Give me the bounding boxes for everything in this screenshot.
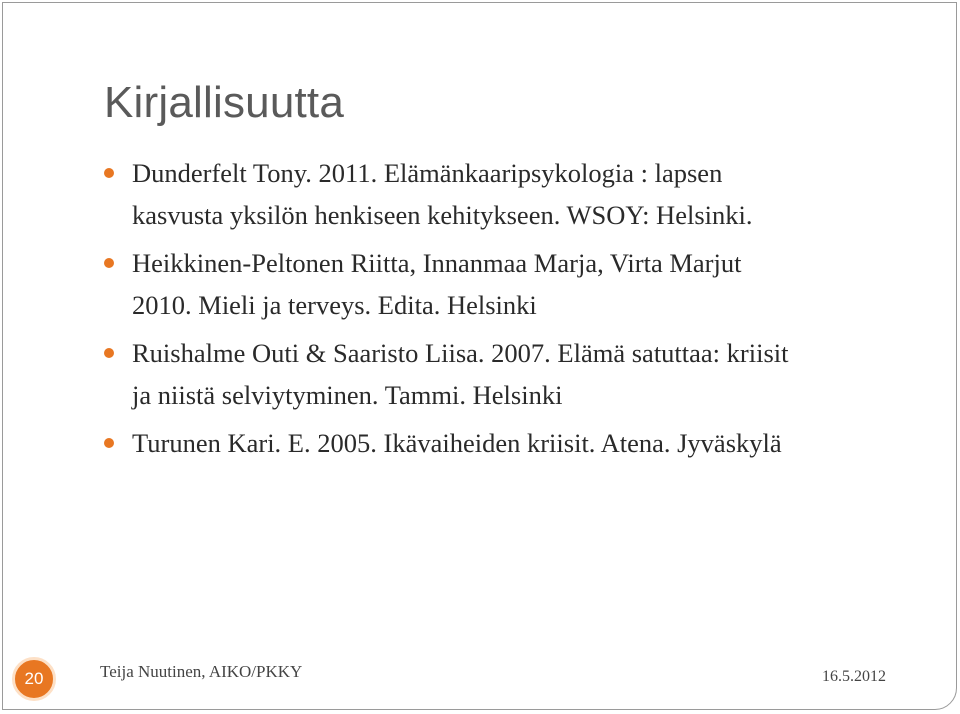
page-number-badge: 20: [12, 657, 56, 701]
reference-line: Ruishalme Outi & Saaristo Liisa. 2007. Elämä satuttaa: kriisit: [132, 338, 789, 368]
bullet-icon: [104, 348, 114, 358]
reference-list: [100, 152, 920, 464]
reference-line: Turunen Kari. E. 2005. Ikävaiheiden kriisit. Atena. Jyväskylä: [132, 428, 782, 458]
footer-date: 16.5.2012: [822, 668, 886, 685]
reference-item: [100, 332, 920, 416]
slide-title: Kirjallisuutta: [104, 78, 345, 127]
footer-author: Teija Nuutinen, AIKO/PKKY: [100, 662, 303, 681]
reference-line: kasvusta yksilön henkiseen kehitykseen. WSOY: Helsinki.: [132, 200, 753, 230]
reference-item: [100, 152, 920, 236]
bullet-icon: [104, 168, 114, 178]
reference-item: [100, 422, 920, 464]
bullet-icon: [104, 258, 114, 268]
reference-line: Heikkinen-Peltonen Riitta, Innanmaa Marja, Virta Marjut: [132, 248, 742, 278]
bullet-icon: [104, 438, 114, 448]
reference-line: Dunderfelt Tony. 2011. Elämänkaaripsykologia : lapsen: [132, 158, 723, 188]
reference-line: ja niistä selviytyminen. Tammi. Helsinki: [132, 380, 563, 410]
reference-item: [100, 242, 920, 326]
reference-line: 2010. Mieli ja terveys. Edita. Helsinki: [132, 290, 537, 320]
